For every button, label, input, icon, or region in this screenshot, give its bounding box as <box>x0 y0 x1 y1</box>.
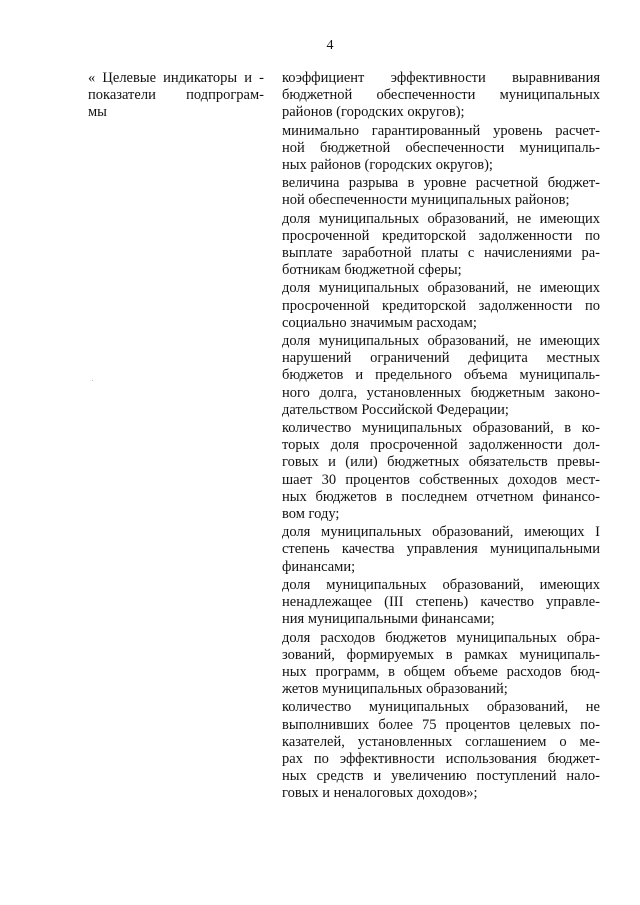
section-label-line: мы <box>88 104 107 120</box>
indicator-line: доля муниципальных образований, не имеющих <box>282 333 600 350</box>
indicator-item <box>282 420 600 523</box>
indicator-line: социально значимым расходам; <box>282 314 477 331</box>
indicator-line: доля муниципальных образований, не имеющих <box>282 280 600 297</box>
indicator-item <box>282 333 600 419</box>
indicator-item <box>282 524 600 576</box>
indicator-item <box>282 70 600 122</box>
indicator-line: ненадлежащее (III степень) качество управле- <box>282 594 600 611</box>
indicator-line: минимально гарантированный уровень расчет- <box>282 122 600 139</box>
indicator-line: доля муниципальных образований, имеющих <box>282 576 600 593</box>
indicator-line: коэффициент эффективности выравнивания <box>282 70 600 86</box>
indicator-line: доля муниципальных образований, не имеющих <box>282 210 600 227</box>
page-number: 4 <box>326 38 334 53</box>
section-label-line: « Целевые индикаторы и - <box>88 70 264 86</box>
indicator-line: количество муниципальных образований, не <box>282 699 600 716</box>
indicator-line: жетов муниципальных образований; <box>282 681 508 698</box>
indicator-line: ной обеспеченности муниципальных районов; <box>282 192 570 209</box>
indicator-item <box>282 175 600 209</box>
indicator-line: дательством Российской Федерации; <box>282 401 509 418</box>
indicator-line: просроченной кредиторской задолженности по <box>282 227 600 244</box>
indicator-line: ной бюджетной обеспеченности муниципаль- <box>282 139 600 156</box>
indicator-item <box>282 280 600 332</box>
section-label <box>88 70 264 121</box>
indicator-line: говых и (или) бюджетных обязательств превы- <box>282 454 600 471</box>
scan-speck <box>92 380 93 381</box>
indicator-line: торых доля просроченной задолженности дол- <box>282 437 600 454</box>
indicator-line: ного долга, установленных бюджетным законо- <box>282 384 600 401</box>
indicator-line: ных программ, в общем объеме расходов бюд- <box>282 663 600 680</box>
indicator-line: казателей, установленных соглашением о ме- <box>282 733 600 750</box>
indicator-item <box>282 699 600 802</box>
section-label-line: показатели подпрограм- <box>88 87 264 103</box>
indicator-line: зований, формируемых в рамках муниципаль- <box>282 646 600 663</box>
indicator-line: ных средств и увеличению поступлений нало- <box>282 768 600 785</box>
indicator-item <box>282 211 600 280</box>
indicator-item <box>282 630 600 699</box>
indicator-line: доля муниципальных образований, имеющих I <box>282 524 600 541</box>
indicator-line: нарушений ограничений дефицита местных <box>282 350 600 367</box>
indicator-line: финансами; <box>282 558 356 575</box>
indicator-line: просроченной кредиторской задолженности по <box>282 297 600 314</box>
indicator-line: бюджетов и предельного объема муниципаль- <box>282 367 600 384</box>
indicator-line: вом году; <box>282 506 340 523</box>
indicator-line: бюджетной обеспеченности муниципальных <box>282 87 600 104</box>
indicator-line: выплате заработной платы с начислениями ра- <box>282 245 600 262</box>
indicator-line: ных бюджетов в последнем отчетном финансо- <box>282 488 600 505</box>
indicator-line: районов (городских округов); <box>282 104 465 121</box>
indicator-line: ных районов (городских округов); <box>282 157 493 174</box>
indicator-line: говых и неналоговых доходов»; <box>282 785 478 802</box>
indicator-line: степень качества управления муниципальными <box>282 541 600 558</box>
indicator-list <box>282 70 600 804</box>
indicator-line: ботникам бюджетной сферы; <box>282 262 462 279</box>
indicator-line: выполнивших более 75 процентов целевых по- <box>282 716 600 733</box>
indicator-line: величина разрыва в уровне расчетной бюджет- <box>282 175 600 192</box>
indicator-line: рах по эффективности использования бюджет- <box>282 750 600 767</box>
indicator-line: доля расходов бюджетов муниципальных обра- <box>282 629 600 646</box>
indicator-line: шает 30 процентов собственных доходов мест- <box>282 471 600 488</box>
indicator-line: количество муниципальных образований, в ко- <box>282 420 600 437</box>
indicator-item <box>282 577 600 629</box>
indicator-line: ния муниципальными финансами; <box>282 611 495 628</box>
indicator-item <box>282 123 600 175</box>
